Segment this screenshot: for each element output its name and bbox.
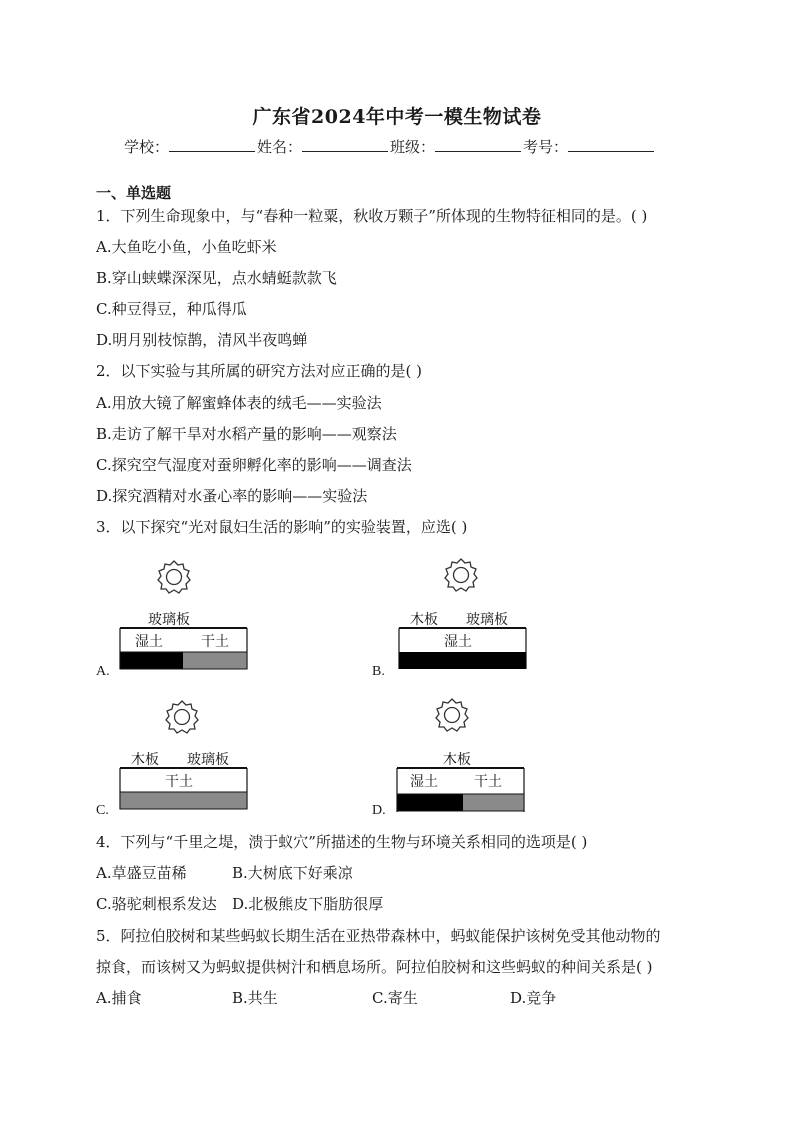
wet-soil-fill [399,652,526,669]
class-blank [435,137,521,152]
wet-soil-fill [397,794,463,811]
class-label: 班级： [390,138,436,156]
figure-option-b [394,557,534,672]
sun-icon [166,701,198,733]
number-label: 考号： [523,138,569,156]
question-4-option-a: A.草盛豆苗稀 [96,864,187,882]
question-2-option-b: B.走访了解干旱对水稻产量的影响——观察法 [96,425,397,443]
cover-right-label: 玻璃板 [466,612,508,628]
question-1-option-a: A.大鱼吃小鱼，小鱼吃虾米 [96,238,277,256]
name-label: 姓名： [257,138,303,156]
school-blank [169,137,255,152]
question-1-option-c: C.种豆得豆，种瓜得瓜 [96,300,247,318]
soil-label: 湿土 [444,634,472,650]
question-4-option-b: B.大树底下好乘凉 [232,864,353,882]
question-5-option-a: A.捕食 [96,989,142,1007]
student-info-row [124,136,656,157]
question-4-option-d: D.北极熊皮下脂肪很厚 [232,895,384,913]
figure-c-letter: C. [96,803,109,818]
question-5-option-c: C.寄生 [372,989,418,1007]
cover-label: 木板 [443,752,471,768]
right-soil-label: 干土 [201,634,229,650]
left-soil-label: 湿土 [135,634,163,650]
question-1-stem: 1．下列生命现象中，与“春种一粒粟，秋收万颗子”所体现的生物特征相同的是。( ) [96,207,648,225]
question-5-option-d: D.竞争 [510,989,557,1007]
question-5-option-b: B.共生 [232,989,278,1007]
name-blank [302,137,388,152]
right-soil-label: 干土 [474,774,502,790]
figure-option-c [115,697,255,812]
figure-option-a [115,557,255,672]
question-1-option-b: B.穿山蛱蝶深深见，点水蜻蜓款款飞 [96,269,337,287]
cover-right-label: 玻璃板 [187,752,229,768]
wet-soil-fill [120,652,183,669]
question-2-option-d: D.探究酒精对水蚤心率的影响——实验法 [96,487,368,505]
section-heading: 一、单选题 [96,184,172,202]
question-2-stem: 2．以下实验与其所属的研究方法对应正确的是( ) [96,362,423,380]
sun-icon [158,561,190,593]
sun-icon [436,699,468,731]
cover-left-label: 木板 [410,612,438,628]
question-5-stem-line-2: 掠食，而该树又为蚂蚁提供树汁和栖息场所。阿拉伯胶树和这些蚂蚁的种间关系是( ) [96,958,653,976]
dry-soil-fill [183,652,247,669]
figure-b-letter: B. [372,664,385,679]
question-2-option-c: C.探究空气湿度对蚕卵孵化率的影响——调查法 [96,456,412,474]
dry-soil-fill [120,792,247,809]
question-1-option-d: D.明月别枝惊鹊，清风半夜鸣蝉 [96,331,308,349]
cover-label: 玻璃板 [148,612,190,628]
soil-label: 干土 [165,774,193,790]
question-4-stem: 4．下列与“千里之堤，溃于蚁穴”所描述的生物与环境关系相同的选项是( ) [96,833,588,851]
question-5-stem-line-1: 5．阿拉伯胶树和某些蚂蚁长期生活在亚热带森林中，蚂蚁能保护该树免受其他动物的 [96,927,661,945]
question-2-option-a: A.用放大镜了解蜜蜂体表的绒毛——实验法 [96,394,382,412]
school-label: 学校： [124,138,170,156]
sun-icon [445,559,477,591]
number-blank [568,137,654,152]
figure-a-letter: A. [96,664,110,679]
question-4-option-c: C.骆驼刺根系发达 [96,895,217,913]
figure-option-d [392,697,532,812]
cover-left-label: 木板 [131,752,159,768]
dry-soil-fill [463,794,524,811]
figure-d-letter: D. [372,803,386,818]
page-title: 广东省2024年中考一模生物试卷 [252,106,542,128]
left-soil-label: 湿土 [410,774,438,790]
question-3-stem: 3．以下探究“光对鼠妇生活的影响”的实验装置，应选( ) [96,518,468,536]
